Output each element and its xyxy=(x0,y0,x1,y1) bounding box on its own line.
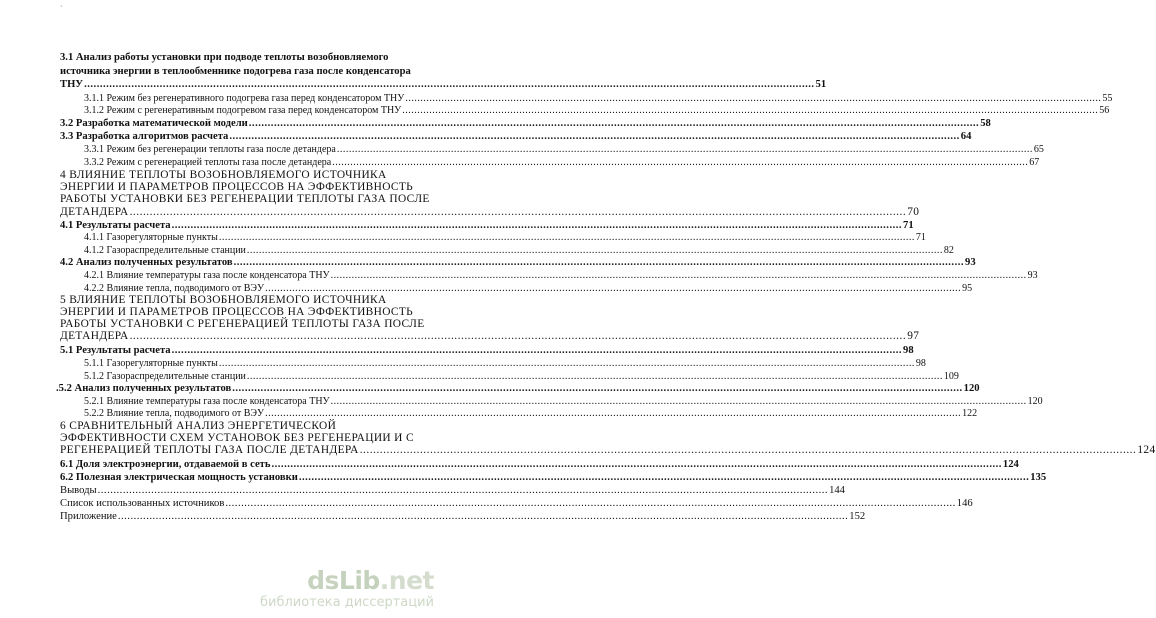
dot-leader xyxy=(225,498,955,509)
toc-entry-5-1[interactable] xyxy=(60,345,914,356)
toc-entry-3-1-2[interactable] xyxy=(84,105,1110,116)
toc-entry-references[interactable] xyxy=(60,498,973,509)
toc-entry-title: Список использованных источников xyxy=(60,498,225,509)
toc-entry-3-3-1[interactable] xyxy=(84,144,1044,155)
toc-entry-appendix[interactable] xyxy=(60,511,866,522)
toc-entry-chapter-4[interactable] xyxy=(60,206,920,218)
toc-page-number: 70 xyxy=(907,206,920,218)
logo-ds: ds xyxy=(307,566,339,595)
toc-entry-4-1[interactable] xyxy=(60,220,914,231)
dot-leader xyxy=(265,408,961,419)
dot-leader xyxy=(402,105,1098,116)
dot-leader xyxy=(247,245,943,256)
toc-entry-3-1-1[interactable] xyxy=(84,93,1113,104)
toc-entry-title: 3.2 Разработка математической модели xyxy=(60,118,248,129)
toc-chapter-6-line-1: 6 СРАВНИТЕЛЬНЫЙ АНАЛИЗ ЭНЕРГЕТИЧЕСКОЙ xyxy=(60,420,337,432)
toc-entry-title: 3.3.1 Режим без регенерации теплоты газа после детандера xyxy=(84,144,336,155)
toc-page-number: 71 xyxy=(915,232,926,243)
toc-entry-title: 4.1.2 Газораспределительные станции xyxy=(84,245,246,256)
toc-entry-5-2[interactable] xyxy=(56,383,980,394)
toc-entry-title: 3.1.2 Режим с регенеративным подогревом газа перед конденсатором ТНУ xyxy=(84,105,402,116)
toc-entry-3-3-2[interactable] xyxy=(84,157,1040,168)
toc-page-number: 82 xyxy=(943,245,954,256)
dslib-watermark xyxy=(260,568,434,610)
toc-page-number: 120 xyxy=(1027,396,1043,407)
toc-entry-title: Приложение xyxy=(60,511,117,522)
toc-entry-title: ДЕТАНДЕРА xyxy=(60,330,129,342)
toc-entry-3-1[interactable] xyxy=(60,79,827,90)
dslib-tagline: библиотека диссертаций xyxy=(260,595,434,610)
toc-page-number: 58 xyxy=(980,118,991,129)
toc-page-number: 97 xyxy=(907,330,920,342)
toc-page-number: 93 xyxy=(965,257,976,268)
toc-entry-title: 6.2 Полезная электрическая мощность установки xyxy=(60,472,298,483)
dot-leader xyxy=(98,485,828,496)
dot-leader xyxy=(332,157,1028,168)
toc-page-number: 120 xyxy=(963,383,980,394)
dot-leader xyxy=(331,396,1027,407)
toc-entry-title: РЕГЕНЕРАЦИЕЙ ТЕПЛОТЫ ГАЗА ПОСЛЕ ДЕТАНДЕРА xyxy=(60,444,359,456)
toc-entry-title: 3.1.1 Режим без регенеративного подогрева газа перед конденсатором ТНУ xyxy=(84,93,405,104)
toc-entry-4-2-1[interactable] xyxy=(84,270,1038,281)
toc-page-number: 98 xyxy=(903,345,914,356)
dot-leader xyxy=(219,358,915,369)
toc-entry-title: 4.2 Анализ полученных результатов xyxy=(60,257,233,268)
toc-chapter-4-line-2: ЭНЕРГИИ И ПАРАМЕТРОВ ПРОЦЕССОВ НА ЭФФЕКТИВНОСТЬ xyxy=(60,181,414,193)
dot-leader xyxy=(234,257,964,268)
dot-leader xyxy=(130,207,907,218)
toc-page-number: 95 xyxy=(962,283,973,294)
dot-leader xyxy=(232,383,962,394)
scan-mark: ` xyxy=(60,4,63,14)
toc-page-number: 65 xyxy=(1033,144,1044,155)
toc-entry-title: 5.2.2 Влияние тепла, подводимого от ВЭУ xyxy=(84,408,265,419)
toc-entry-title: 4.1.1 Газорегуляторные пункты xyxy=(84,232,218,243)
dot-leader xyxy=(172,345,902,356)
toc-entry-5-2-2[interactable] xyxy=(84,408,978,419)
dot-leader xyxy=(249,118,979,129)
dot-leader xyxy=(219,232,915,243)
toc-entry-title: 5.2.1 Влияние температуры газа после конденсатора ТНУ xyxy=(84,396,330,407)
toc-chapter-6-line-2: ЭФФЕКТИВНОСТИ СХЕМ УСТАНОВОК БЕЗ РЕГЕНЕРАЦИИ И С xyxy=(60,432,414,444)
toc-entry-3-2[interactable] xyxy=(60,118,991,129)
toc-page-number: 124 xyxy=(1137,444,1156,456)
toc-page-number: 135 xyxy=(1030,472,1047,483)
toc-entry-title: 4.2.1 Влияние температуры газа после конденсатора ТНУ xyxy=(84,270,330,281)
toc-entry-chapter-6[interactable] xyxy=(60,444,1156,456)
dot-leader xyxy=(405,93,1101,104)
toc-page-number: 93 xyxy=(1027,270,1038,281)
toc-entry-6-2[interactable] xyxy=(60,472,1047,483)
toc-entry-title: .5.2 Анализ полученных результатов xyxy=(56,383,232,394)
toc-chapter-4-line-3: РАБОТЫ УСТАНОВКИ БЕЗ РЕГЕНЕРАЦИИ ТЕПЛОТЫ ГАЗА ПОСЛЕ xyxy=(60,193,430,205)
toc-entry-title: 5.1.1 Газорегуляторные пункты xyxy=(84,358,218,369)
toc-entry-title: Выводы xyxy=(60,485,97,496)
toc-entry-title: 5.1.2 Газораспределительные станции xyxy=(84,371,246,382)
dot-leader xyxy=(271,459,1001,470)
toc-entry-6-1[interactable] xyxy=(60,459,1019,470)
toc-page-number: 98 xyxy=(915,358,926,369)
dot-leader xyxy=(337,144,1033,155)
dot-leader xyxy=(130,331,907,342)
dot-leader xyxy=(331,270,1027,281)
toc-entry-title: 6.1 Доля электроэнергии, отдаваемой в сеть xyxy=(60,459,271,470)
toc-entry-title: ТНУ xyxy=(60,79,84,90)
dot-leader xyxy=(172,220,902,231)
dot-leader xyxy=(247,371,943,382)
toc-chapter-5-line-1: 5 ВЛИЯНИЕ ТЕПЛОТЫ ВОЗОБНОВЛЯЕМОГО ИСТОЧНИКА xyxy=(60,294,387,306)
toc-page-number: 144 xyxy=(829,485,845,496)
toc-entry-title: 4.1 Результаты расчета xyxy=(60,220,171,231)
toc-page-number: 67 xyxy=(1029,157,1040,168)
dot-leader xyxy=(118,511,848,522)
toc-chapter-5-line-3: РАБОТЫ УСТАНОВКИ С РЕГЕНЕРАЦИЕЙ ТЕПЛОТЫ ГАЗА ПОСЛЕ xyxy=(60,318,425,330)
toc-entry-title: 3.3 Разработка алгоритмов расчета xyxy=(60,131,229,142)
toc-page-number: 55 xyxy=(1102,93,1113,104)
toc-page-number: 109 xyxy=(943,371,959,382)
toc-entry-3-3[interactable] xyxy=(60,131,972,142)
toc-page-number: 56 xyxy=(1099,105,1110,116)
toc-entry-title: 5.1 Результаты расчета xyxy=(60,345,171,356)
toc-entry-conclusions[interactable] xyxy=(60,485,845,496)
toc-page-number: 152 xyxy=(849,511,866,522)
dot-leader xyxy=(265,283,961,294)
toc-page-number: 71 xyxy=(903,220,914,231)
toc-entry-3-1-line-1: 3.1 Анализ работы установки при подводе теплоты возобновляемого xyxy=(60,52,389,63)
toc-entry-title: 4.2.2 Влияние тепла, подводимого от ВЭУ xyxy=(84,283,265,294)
dot-leader xyxy=(84,79,814,90)
toc-entry-4-2-2[interactable] xyxy=(84,283,973,294)
dslib-logo xyxy=(260,568,434,594)
toc-entry-3-1-line-2: источника энергии в теплообменнике подогрева газа после конденсатора xyxy=(60,66,411,77)
toc-page-number: 146 xyxy=(956,498,973,509)
dot-leader xyxy=(229,131,959,142)
toc-entry-5-1-2[interactable] xyxy=(84,371,959,382)
toc-entry-5-2-1[interactable] xyxy=(84,396,1043,407)
toc-page-number: 122 xyxy=(962,408,978,419)
toc-entry-4-1-1[interactable] xyxy=(84,232,926,243)
toc-chapter-4-line-1: 4 ВЛИЯНИЕ ТЕПЛОТЫ ВОЗОБНОВЛЯЕМОГО ИСТОЧНИКА xyxy=(60,169,387,181)
logo-net: .net xyxy=(379,566,434,595)
dot-leader xyxy=(360,445,1137,456)
toc-entry-4-1-2[interactable] xyxy=(84,245,954,256)
toc-page-number: 124 xyxy=(1002,459,1019,470)
toc-entry-5-1-1[interactable] xyxy=(84,358,926,369)
dot-leader xyxy=(299,472,1029,483)
toc-entry-4-2[interactable] xyxy=(60,257,976,268)
toc-entry-title: ДЕТАНДЕРА xyxy=(60,206,129,218)
logo-lib: Lib xyxy=(338,566,380,595)
toc-chapter-5-line-2: ЭНЕРГИИ И ПАРАМЕТРОВ ПРОЦЕССОВ НА ЭФФЕКТИВНОСТЬ xyxy=(60,306,414,318)
toc-entry-chapter-5[interactable] xyxy=(60,330,920,342)
toc-page-number: 51 xyxy=(815,79,827,90)
toc-page-number: 64 xyxy=(960,131,972,142)
toc-entry-title: 3.3.2 Режим с регенерацией теплоты газа после детандера xyxy=(84,157,332,168)
